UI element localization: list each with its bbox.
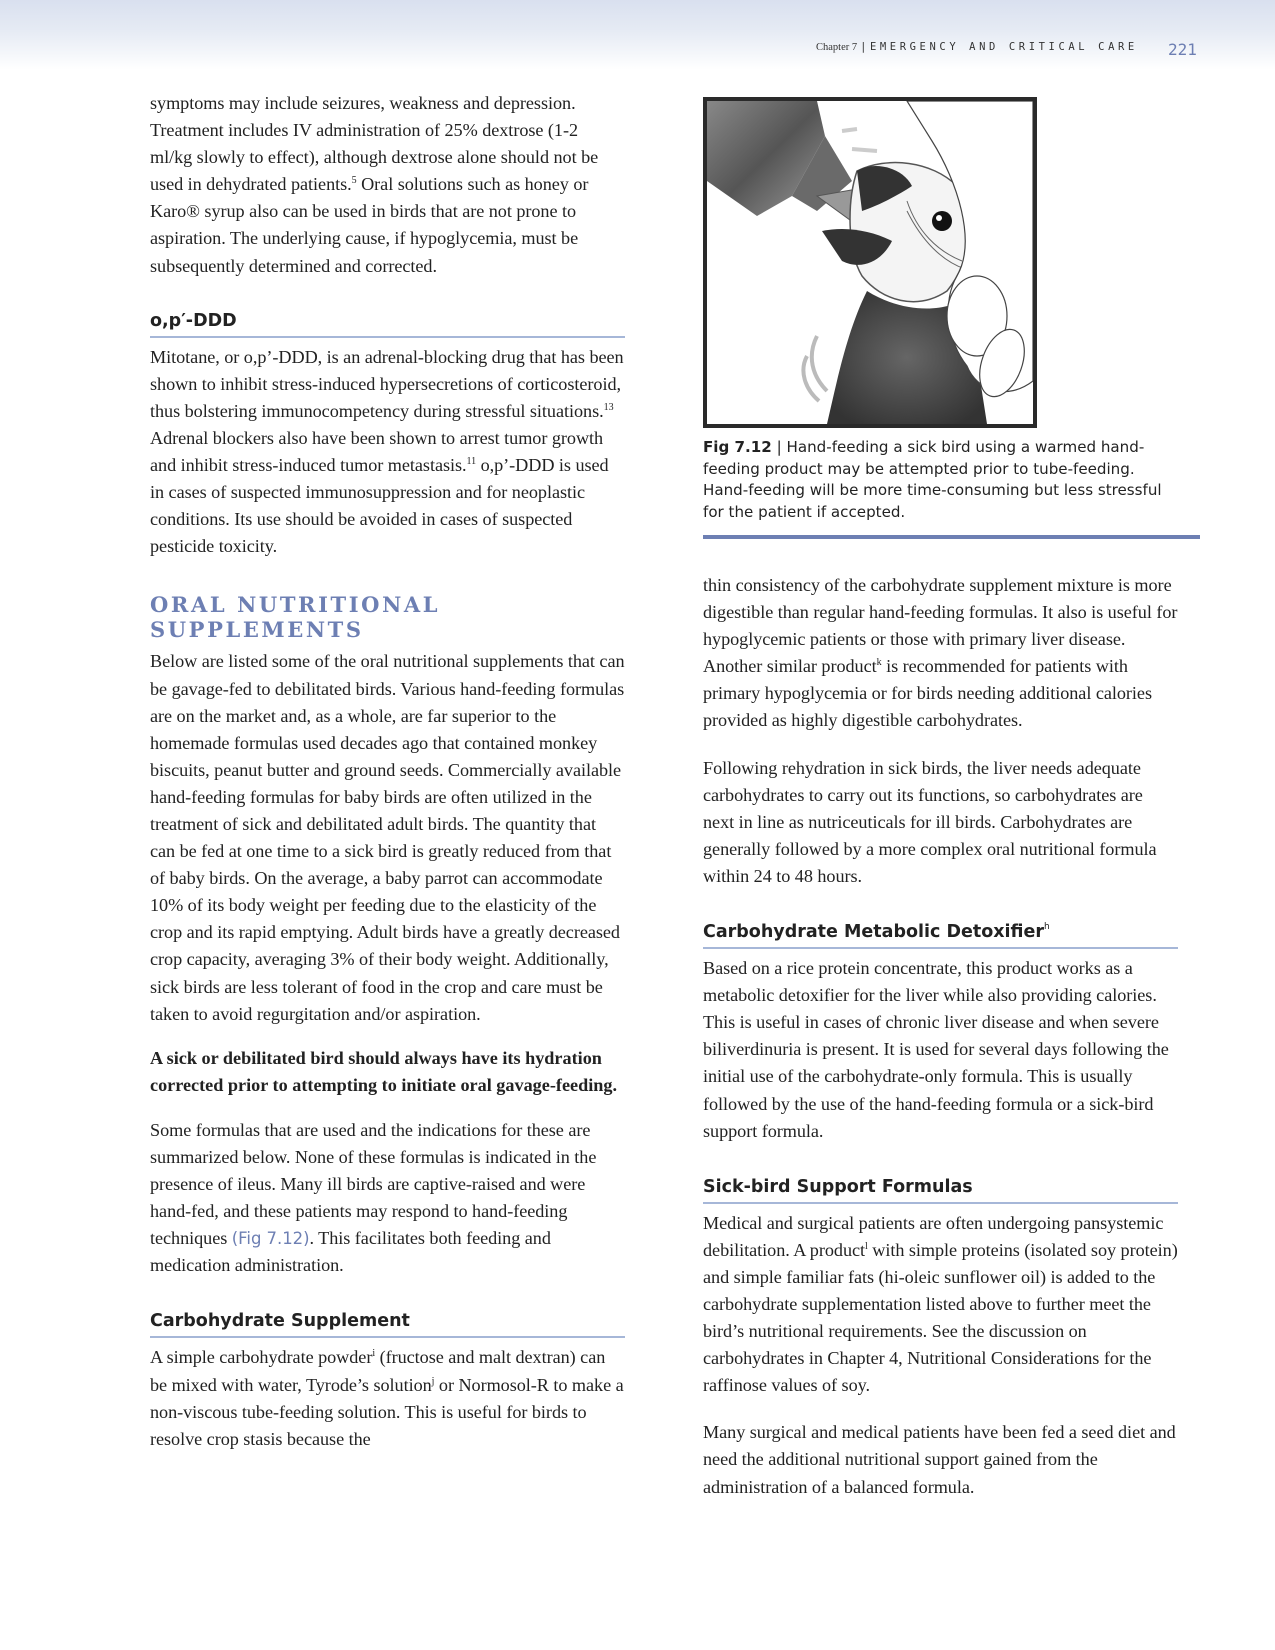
subheading-sick-bird-support: Sick-bird Support Formulas	[703, 1177, 1178, 1204]
footnote-ref[interactable]: 13	[603, 401, 614, 413]
footnote-ref[interactable]: l	[865, 1240, 868, 1252]
sick-bird-text-a: Medical and surgical patients are often undergoing pansystemic debilitation. A product	[703, 1212, 1164, 1260]
opddd-text-b: Adrenal blockers also have been shown to arrest tumor growth and inhibit stress-induced tumor metastasis.	[150, 427, 604, 476]
carb-text-c: or Normosol-R to make a non-viscous tube-feeding solution. This is useful for birds to resolve crop stasis because the	[150, 1374, 624, 1449]
figure-illustration	[703, 97, 1037, 428]
caption-text: Hand-feeding a sick bird using a warmed hand-feeding product may be attempted prior to tube-feeding. Hand-feeding will be more time-consuming but less stressful for the patient if accepted.	[703, 438, 1162, 521]
detoxifier-heading-text: Carbohydrate Metabolic Detoxifier	[703, 922, 1045, 943]
formulas-text-a: Some formulas that are used and the indications for these are summarized below. None of these formulas is indicated in the presence of ileus. Many ill birds are captive-raised and were hand-fed, and these patients may respond to hand-feeding techniques	[150, 1119, 597, 1249]
carb-continued-paragraph	[703, 572, 1178, 735]
intro-paragraph	[150, 90, 620, 280]
footnote-ref[interactable]: i	[372, 1348, 376, 1360]
subheading-opddd: o,p′-DDD	[150, 311, 625, 338]
sick-bird-paragraph	[703, 1210, 1178, 1400]
opddd-text-c: o,p’-DDD is used in cases of suspected immunosuppression and for neoplastic conditions. Its use should be avoided in cases of suspected pesticide toxicity.	[150, 455, 609, 557]
running-head	[816, 41, 1138, 53]
intro-text: symptoms may include seizures, weakness and depression. Treatment includes IV administration of 25% dextrose (1-2 ml/kg slowly to effect), although dextrose alone should not be used in dehydrated patients.	[150, 93, 599, 195]
figure-reference-link[interactable]: (Fig 7.12)	[231, 1229, 310, 1249]
formulas-text-b: . This facilitates both feeding and medication administration.	[150, 1228, 551, 1276]
footnote-ref[interactable]: h	[1044, 922, 1050, 933]
footnote-ref[interactable]: j	[431, 1375, 435, 1387]
closing-paragraph: Many surgical and medical patients have been fed a seed diet and need the additional nutritional support gained from the administration of a balanced formula.	[703, 1422, 1176, 1497]
caption-separator: |	[776, 438, 782, 456]
detoxifier-paragraph: Based on a rice protein concentrate, this product works as a metabolic detoxifier for the liver while also providing calories. This is useful in cases of chronic liver disease and when severe biliverdinuria is present. It is used for several days following the initial use of the carbohydrate-only formula. This is usually followed by the use of the hand-feeding formula or a sick-bird support formula.	[703, 958, 1169, 1141]
opddd-paragraph	[150, 344, 625, 561]
header-separator: |	[860, 41, 867, 53]
parrot-hand-feeding-illustration	[707, 101, 1033, 424]
carb-supplement-paragraph	[150, 1344, 625, 1452]
chapter-title: EMERGENCY AND CRITICAL CARE	[869, 41, 1138, 53]
footnote-ref[interactable]: 11	[466, 456, 477, 468]
section-heading-oral-nutritional: ORAL NUTRITIONAL SUPPLEMENTS	[150, 592, 441, 643]
figure-caption	[703, 437, 1183, 523]
caption-divider	[703, 535, 1200, 539]
carb-cont-text-a: thin consistency of the carbohydrate supplement mixture is more digestible than regular hand-feeding formulas. It also is useful for hypoglycemic patients or those with primary liver disease. Another similar product	[703, 575, 1178, 677]
right-column	[703, 572, 1178, 1501]
hydration-callout: A sick or debilitated bird should always have its hydration corrected prior to attempting to initiate oral gavage-feeding.	[150, 1047, 618, 1095]
carb-text-b: (fructose and malt dextran) can be mixed with water, Tyrode’s solution	[150, 1347, 606, 1395]
oral-nutritional-paragraph: Below are listed some of the oral nutritional supplements that can be gavage-fed to debilitated birds. Various hand-feeding formulas are on the market and, as a whole, are far superior to the homemade formulas used decades ago that contained monkey biscuits, peanut butter and ground seeds. Commercially available hand-feeding formulas for baby birds are often utilized in the treatment of sick and debilitated adult birds. The quantity that can be fed at one time to a sick bird is greatly reduced from that of baby birds. On the average, a baby parrot can accommodate 10% of its body weight per feeding due to the elasticity of the crop and its rapid emptying. Adult birds have a greatly decreased crop capacity, averaging 3% of their body weight. Additionally, sick birds are less tolerant of food in the crop and care must be taken to avoid regurgitation and/or aspiration.	[150, 651, 625, 1024]
opddd-text-a: Mitotane, or o,p’-DDD, is an adrenal-blocking drug that has been shown to inhibit stress-induced hypersecretions of corticosteroid, thus bolstering immunocompetency during stressful situations.	[150, 346, 624, 421]
carb-cont-text-b: is recommended for patients with primary hypoglycemia or for birds needing additional calories provided as highly digestible carbohydrates.	[703, 656, 1152, 731]
footnote-ref[interactable]: 5	[351, 175, 357, 187]
rehydration-paragraph: Following rehydration in sick birds, the liver needs adequate carbohydrates to carry out its functions, so carbohydrates are next in line as nutriceuticals for ill birds. Carbohydrates are generally followed by a more complex oral nutritional formula within 24 to 48 hours.	[703, 757, 1157, 886]
left-column	[150, 90, 625, 1453]
chapter-label: Chapter 7	[816, 42, 858, 53]
header-band	[0, 0, 1275, 70]
subheading-carbohydrate-supplement: Carbohydrate Supplement	[150, 1311, 625, 1338]
carb-text-a: A simple carbohydrate powder	[150, 1347, 373, 1368]
figure-label: Fig 7.12	[703, 438, 772, 456]
sick-bird-text-b: with simple proteins (isolated soy protein) and simple familiar fats (hi-oleic sunflower oil) is added to the carbohydrate supplementation listed above to further meet the bird’s nutritional requirements. See the discussion on carbohydrates in Chapter 4, Nutritional Considerations for the raffinose values of soy.	[703, 1239, 1178, 1396]
page-number: 221	[1168, 40, 1197, 59]
subheading-metabolic-detoxifier	[703, 922, 1178, 949]
footnote-ref[interactable]: k	[876, 657, 882, 669]
intro-text-cont: Oral solutions such as honey or Karo® syrup also can be used in birds that are not prone to aspiration. The underlying cause, if hypoglycemia, must be subsequently determined and corrected.	[150, 174, 589, 276]
formulas-paragraph	[150, 1117, 625, 1280]
